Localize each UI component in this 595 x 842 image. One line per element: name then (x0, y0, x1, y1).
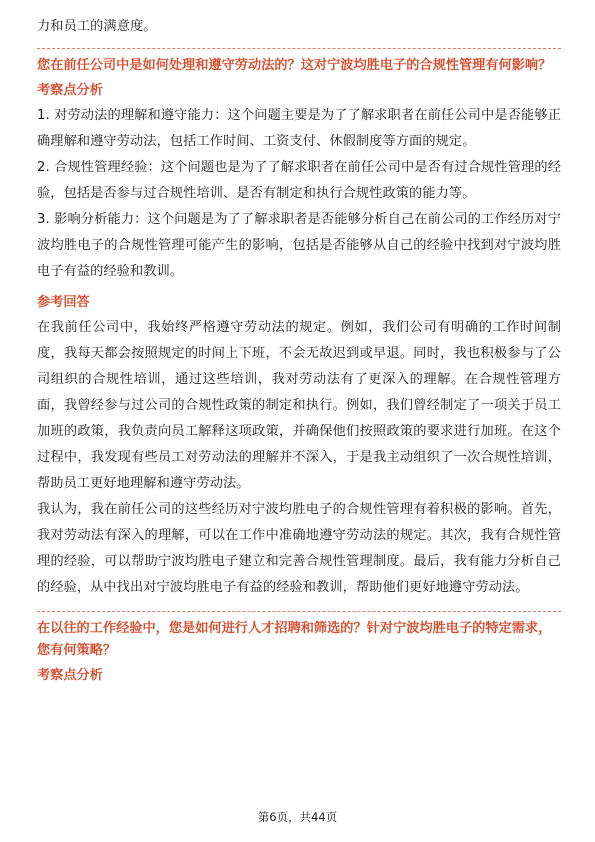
page-content (37, 14, 561, 688)
q2-analysis-heading: 考察点分析 (37, 668, 103, 683)
intro-tail-text: 力和员工的满意度。 (37, 19, 157, 34)
page-number-footer: 第6页，共44页 (257, 810, 338, 824)
q1-analysis-item: 3. 影响分析能力：这个问题是为了了解求职者是否能够分析自己在前公司的工作经历对宁波均胜电子的合规性管理可能产生的影响，包括是否能够从自己的经验中找到对宁波均胜电子有益的经验和教训。 (37, 212, 561, 279)
q1-analysis-heading: 考察点分析 (37, 83, 103, 98)
section-divider (37, 48, 561, 49)
q1-answer-paragraph: 我认为，我在前任公司的这些经历对宁波均胜电子的合规性管理有着积极的影响。首先，我对劳动法有深入的理解，可以在工作中准确地遵守劳动法的规定。其次，我有合规性管理的经验，可以帮助宁波均胜电子建立和完善合规性管理制度。最后，我有能力分析自己的经验，从中找出对宁波均胜电子有益的经验和教训，帮助他们更好地遵守劳动法。 (37, 502, 561, 595)
q1-answer-paragraph: 在我前任公司中，我始终严格遵守劳动法的规定。例如，我们公司有明确的工作时间制度，我每天都会按照规定的时间上下班，不会无故迟到或早退。同时，我也积极参与了公司组织的合规性培训，通过这些培训，我对劳动法有了更深入的理解。在合规性管理方面，我曾经参与过公司的合规性政策的制定和执行。例如，我们曾经制定了一项关于员工加班的政策，我负责向员工解释这项政策，并确保他们按照政策的要求进行加班。在这个过程中，我发现有些员工对劳动法的理解并不深入，于是我主动组织了一次合规性培训，帮助员工更好地理解和遵守劳动法。 (37, 320, 561, 491)
section-divider (37, 611, 561, 612)
q1-answer-heading: 参考回答 (37, 295, 90, 310)
question-2-title: 在以往的工作经验中，您是如何进行人才招聘和筛选的？针对宁波均胜电子的特定需求，您有何策略？ (37, 621, 552, 658)
q1-analysis-item: 2. 合规性管理经验：这个问题也是为了了解求职者在前任公司中是否有过合规性管理的经验，包括是否参与过合规性培训、是否有制定和执行合规性政策的能力等。 (37, 160, 561, 201)
q1-analysis-item: 1. 对劳动法的理解和遵守能力：这个问题主要是为了了解求职者在前任公司中是否能够正确理解和遵守劳动法，包括工作时间、工资支付、休假制度等方面的规定。 (37, 108, 561, 149)
question-1-title: 您在前任公司中是如何处理和遵守劳动法的？这对宁波均胜电子的合规性管理有何影响？ (37, 58, 552, 73)
